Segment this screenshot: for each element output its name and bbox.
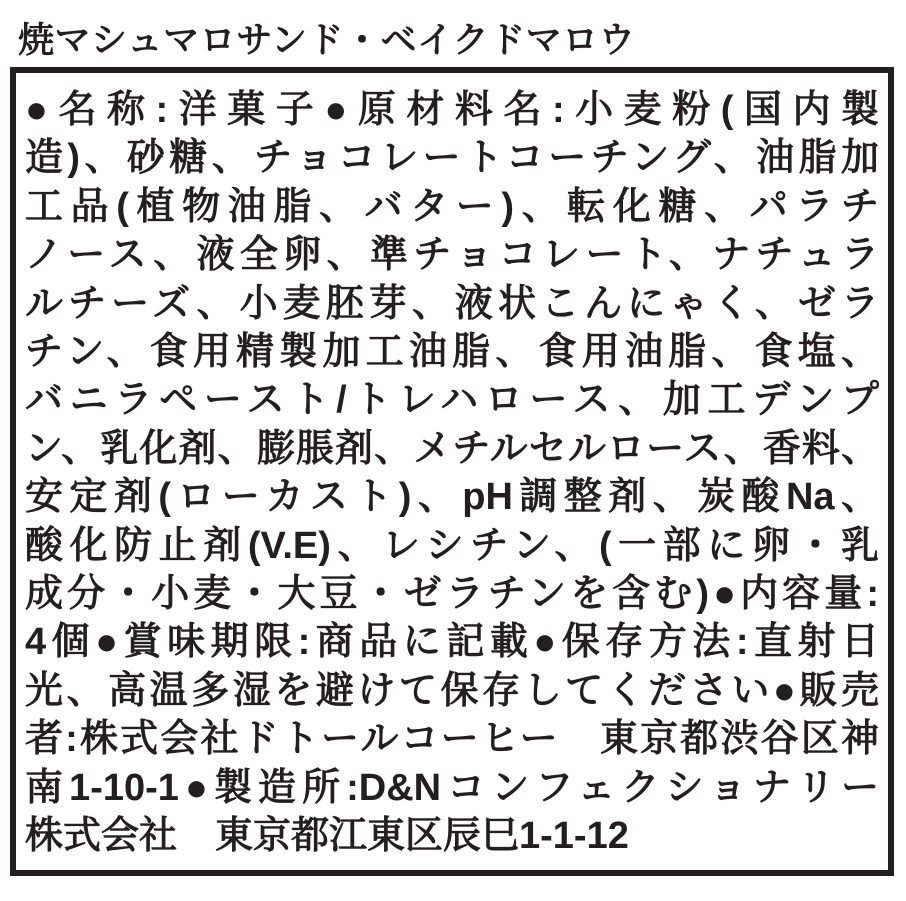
label-line: 光、高温多湿を避けて保存してください●販売 [25,669,879,712]
product-title: 焼マシュマロサンド・ベイクドマロウ [18,19,636,60]
label-line: ノース、液全卵、準チョコレート、ナチュラ [25,234,879,277]
label-line: 4個●賞味期限:商品に記載●保存方法:直射日 [25,621,879,664]
label-line: チン、食用精製加工油脂、食用油脂、食塩、 [25,331,879,374]
label-line: 株式会社 東京都江東区辰巳1-1-12 [25,815,629,858]
label-line: 成分・小麦・大豆・ゼラチンを含む)●内容量: [25,573,879,616]
label-line: 酸化防止剤(V.E)、レシチン、(一部に卵・乳 [25,524,879,567]
label-line: 者:株式会社ドトールコーヒー 東京都渋谷区神 [25,718,879,761]
label-line: ルチーズ、小麦胚芽、液状こんにゃく、ゼラ [25,282,879,325]
label-line: 造)、砂糖、チョコレートコーチング、油脂加 [25,137,879,180]
label-line: ン、乳化剤、膨脹剤、メチルセルロース、香料、 [25,427,879,470]
label-line: ●名称:洋菓子●原材料名:小麦粉(国内製 [25,89,879,131]
ingredient-label-box [10,67,894,876]
label-line: 南1-10-1●製造所:D&Nコンフェクショナリー [25,766,879,809]
label-line: バニラペースト/トレハロース、加工デンプ [25,379,879,422]
label-line: 工品(植物油脂、バター)、転化糖、パラチ [25,185,879,228]
label-line: 安定剤(ローカスト)、pH調整剤、炭酸Na、 [25,476,879,519]
